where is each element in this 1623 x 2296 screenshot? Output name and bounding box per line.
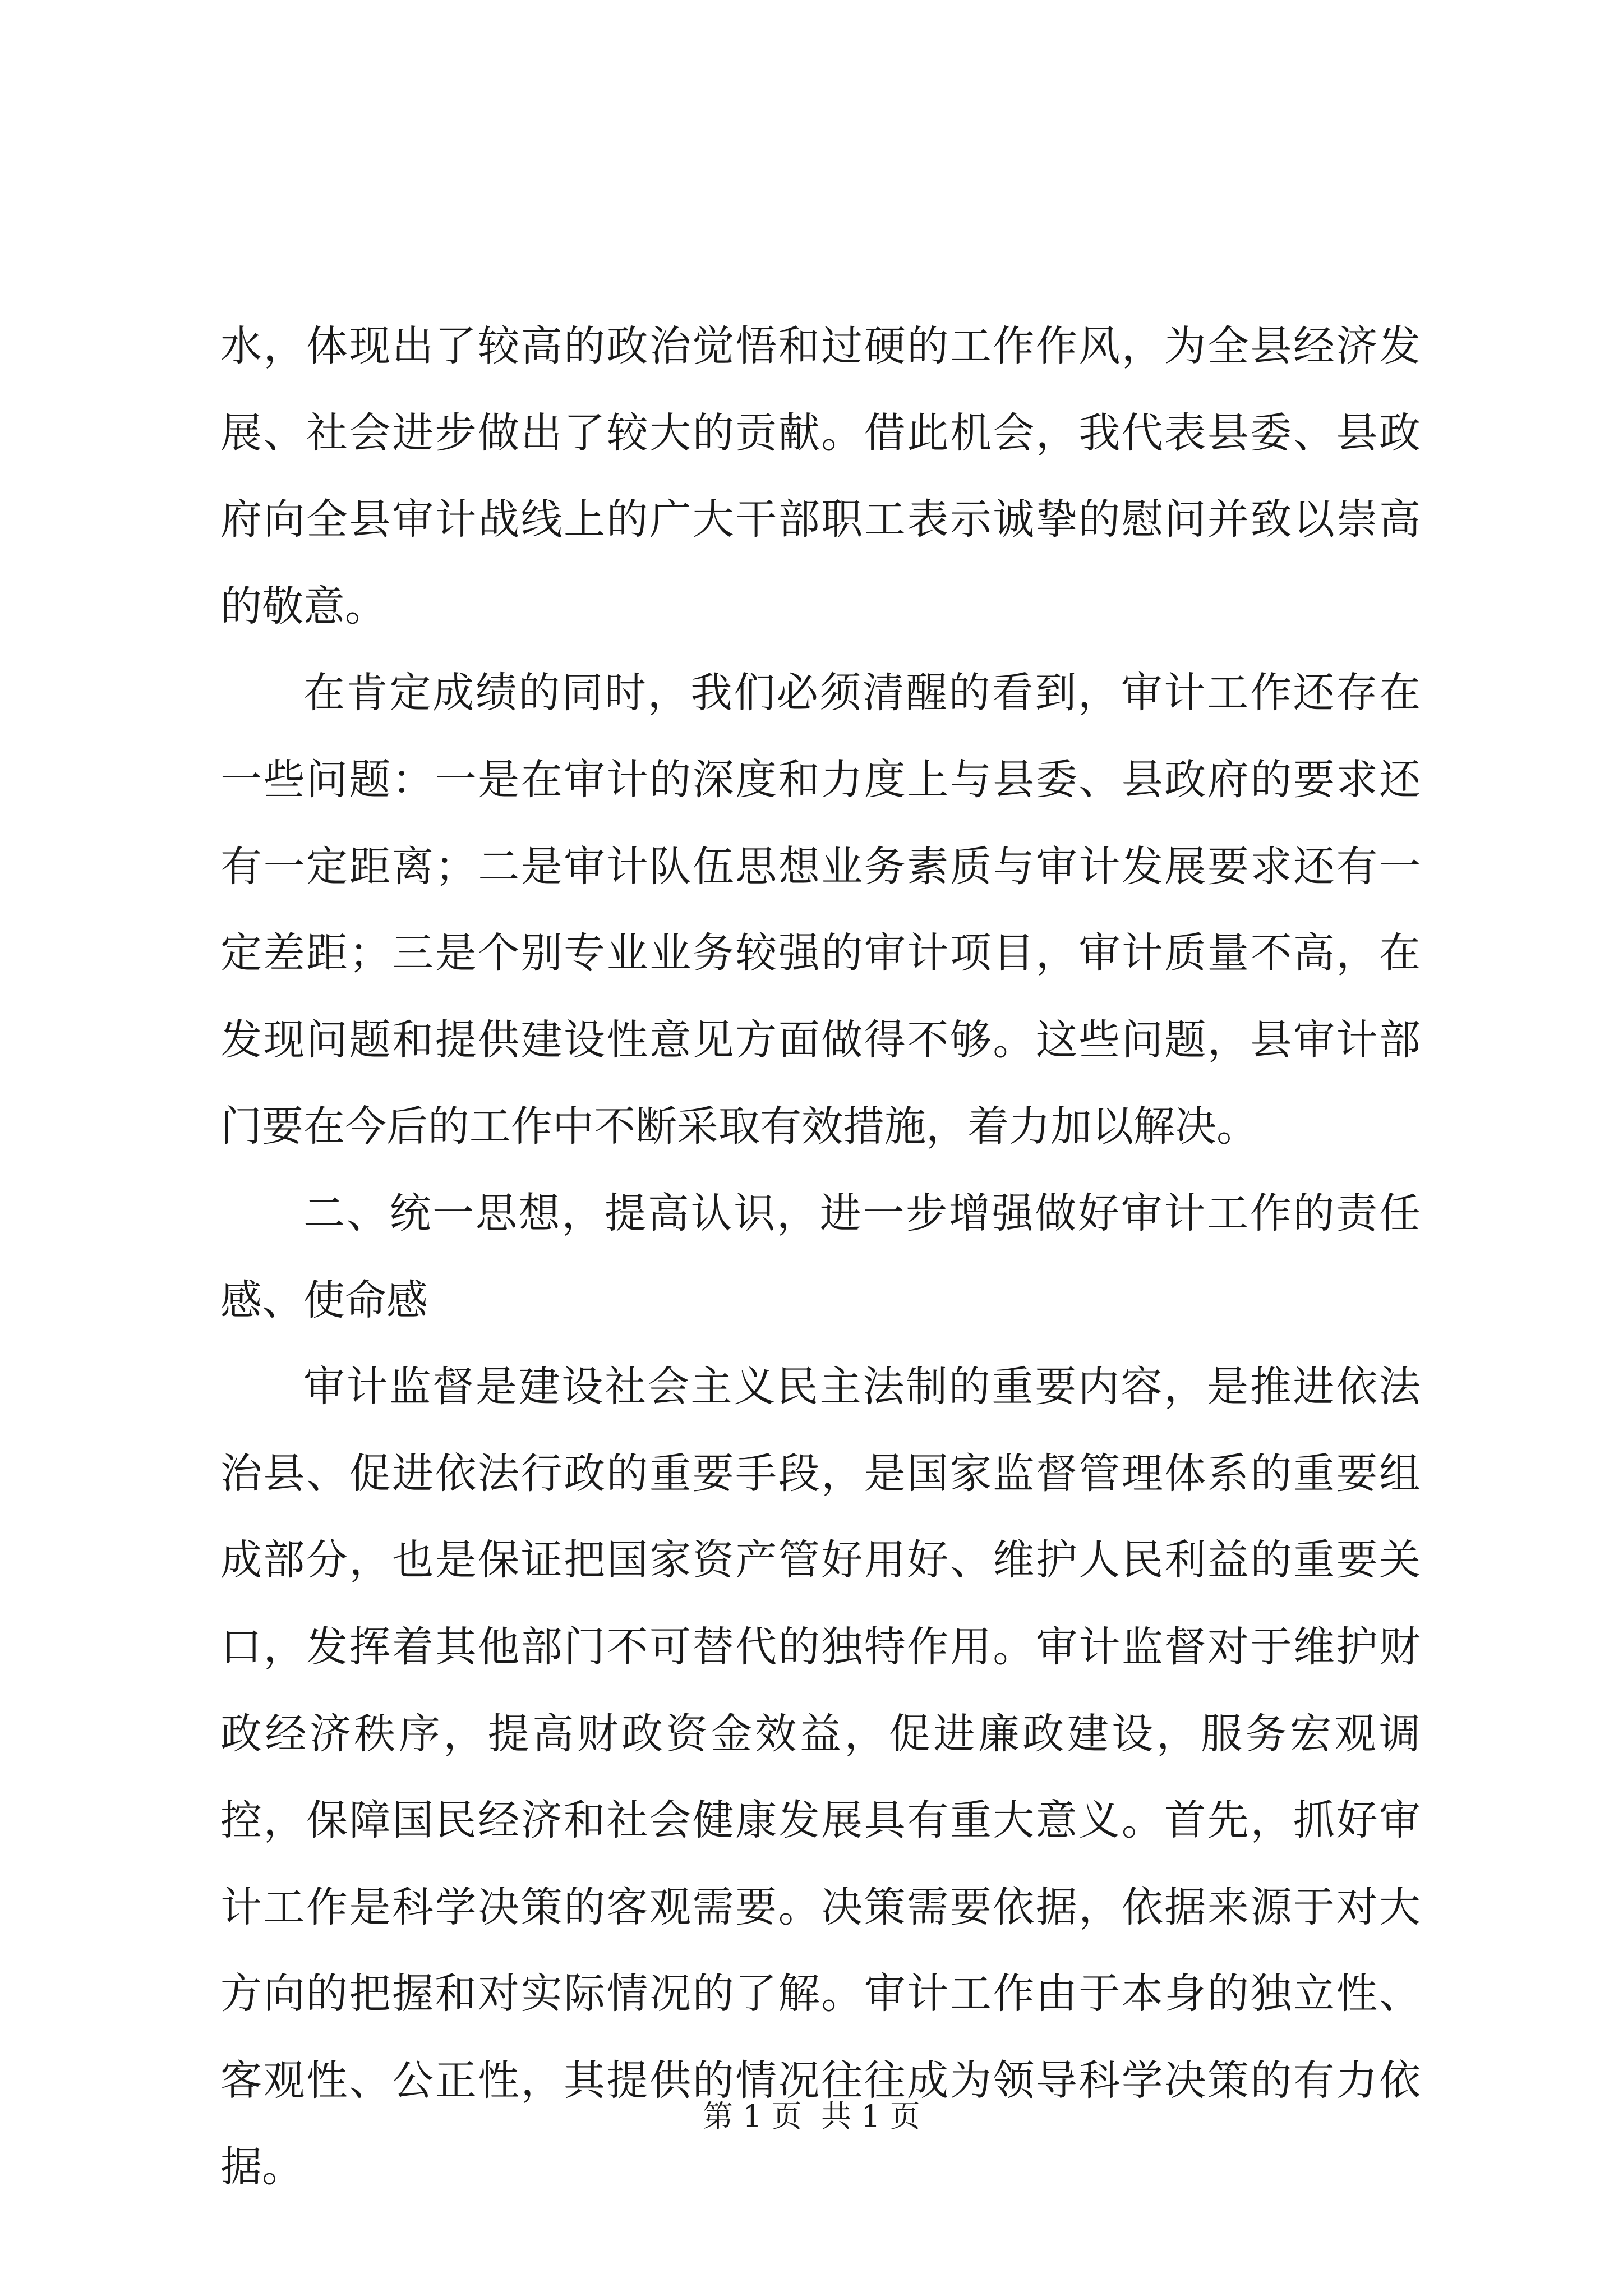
paragraph-problems: 在肯定成绩的同时，我们必须清醒的看到，审计工作还存在一些问题：一是在审计的深度和力度上与县委、县政府的要求还有一定距离；二是审计队伍思想业务素质与审计发展要求还有一定差距；三是个别专业业务较强的审计项目，审计质量不高，在发现问题和提供建设性意见方面做得不够。这些问题，县审计部门要在今后的工作中不断采取有效措施，着力加以解决。 xyxy=(220,669,1421,1151)
section-heading: 二、统一思想，提高认识，进一步增强做好审计工作的责任感、使命感 xyxy=(220,1189,1421,1324)
paragraph-continuation: 水，体现出了较高的政治觉悟和过硬的工作作风，为全县经济发展、社会进步做出了较大的贡献。借此机会，我代表县委、县政府向全县审计战线上的广大干部职工表示诚挚的慰问并致以崇高的敬意。 xyxy=(220,322,1421,631)
paragraph-audit-supervision: 审计监督是建设社会主义民主法制的重要内容，是推进依法治县、促进依法行政的重要手段，是国家监督管理体系的重要组成部分，也是保证把国家资产管好用好、维护人民利益的重要关口，发挥着其他部门不可替代的独特作用。审计监督对于维护财政经济秩序，提高财政资金效益，促进廉政建设，服务宏观调控，保障国民经济和社会健康发展具有重大意义。首先，抓好审计工作是科学决策的客观需要。决策需要依据，依据来源于对大方向的把握和对实际情况的了解。审计工作由于本身的独立性、客观性、公正性，其提供的情况往往成为领导科学决策的有力依据。 xyxy=(220,1363,1421,2192)
document-body xyxy=(220,303,1421,2211)
page-footer: 第 1 页 共 1 页 xyxy=(703,2099,920,2134)
